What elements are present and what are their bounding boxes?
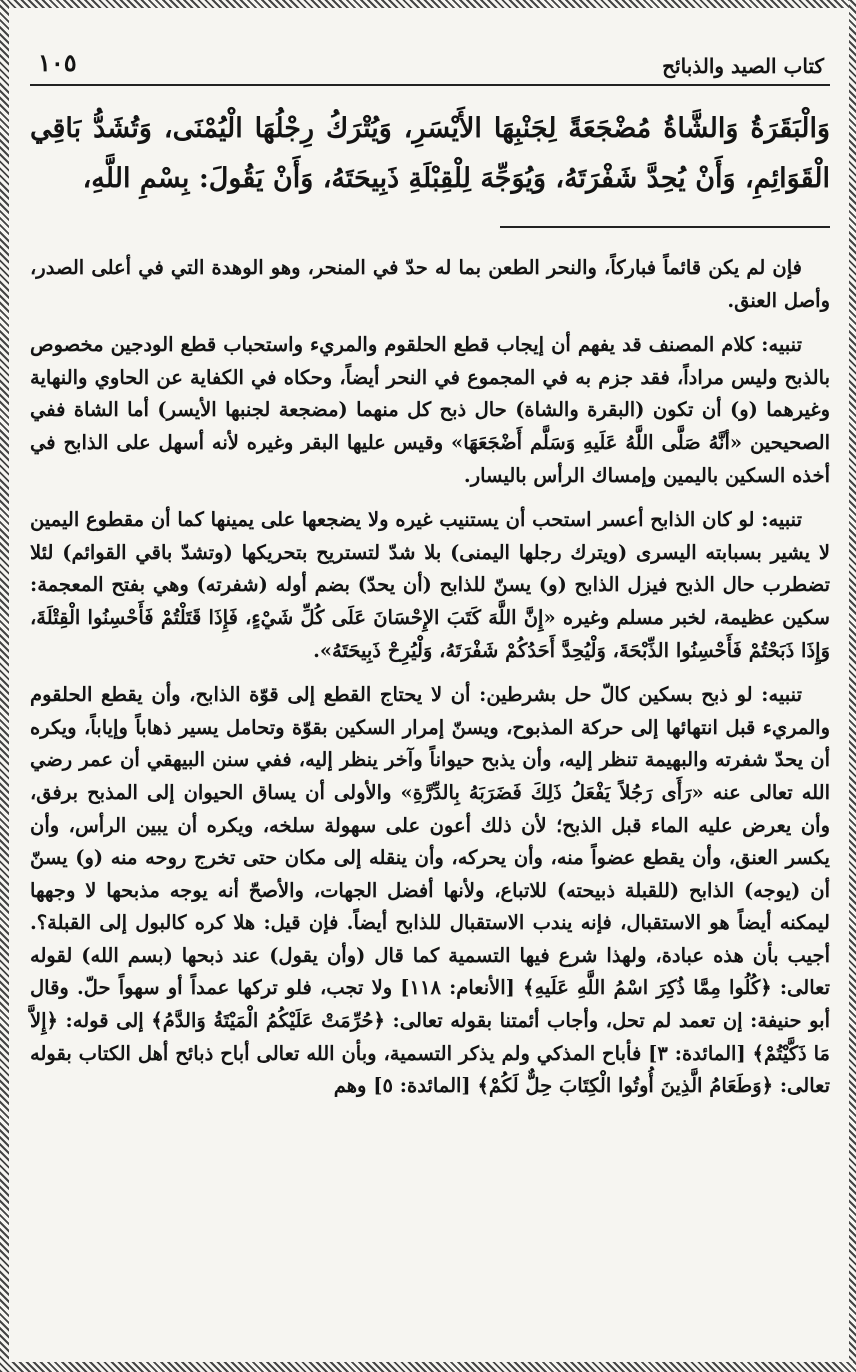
main-text: وَالْبَقَرَةُ وَالشَّاةُ مُضْجَعَةً لِجَنْبِهَا الأَيْسَرِ، وَيُتْرَكُ رِجْلُهَا الْيُمْنَى، وَتُشَدُّ بَاقِي الْقَوَائِمِ، وَأَنْ يُحِدَّ شَفْرَتَهُ، وَيُوَجِّهَ لِلْقِبْلَةِ ذَبِيحَتَهُ، وَأَنْ يَقُولَ: بِسْمِ اللَّهِ،: [30, 113, 830, 194]
chapter-title: كتاب الصيد والذبائح: [662, 54, 824, 78]
commentary: [30, 252, 830, 1115]
page-border-left: [0, 0, 9, 1372]
page-number: ١٠٥: [38, 48, 77, 77]
commentary-paragraph-2: تنبيه: كلام المصنف قد يفهم أن إيجاب قطع الحلقوم والمريء واستحباب قطع الودجين مخصوص بالذبح وليس مراداً، فقد جزم به في المجموع في النحر أيضاً، وحكاه في الكفاية عن الحاوي والنهاية وغيرهما (و) أن تكون (البقرة والشاة) حال ذبح كل منهما (مضجعة لجنبها الأيسر) أما الشاة ففي الصحيحين «أنَّهُ صَلَّى اللَّهُ عَلَيهِ وَسَلَّم أَضْجَعَهَا» وقيس عليها البقر وغيره لأنه أسهل على الذابح في أخذه السكين باليمين وإمساك الرأس باليسار.: [30, 333, 830, 487]
commentary-paragraph-3: تنبيه: لو كان الذابح أعسر استحب أن يستنيب غيره ولا يضجعها على يمينها كما أن مقطوع اليمين لا يشير بسبابته اليسرى (ويترك رجلها اليمنى) بلا شدّ لتستريح بتحريكها (وتشدّ باقي القوائم) لئلا تضطرب حال الذبح فيزل الذابح (و) يسنّ للذابح (أن يحدّ) بضم أوله (شفرته) وهي بفتح المعجمة: سكين عظيمة، لخبر مسلم وغيره «إِنَّ اللَّهَ كَتَبَ الإِحْسَانَ عَلَى كُلِّ شَيْءٍ، فَإِذَا قَتَلْتُمْ فَأَحْسِنُوا الْقِتْلَةَ، وَإِذَا ذَبَحْتُمْ فَأَحْسِنُوا الذِّبْحَةَ، وَلْيُحِدَّ أَحَدُكُمْ شَفْرَتَهُ، وَلْيُرِحْ ذَبِيحَتَهُ».: [30, 508, 830, 662]
page-border-right: [849, 0, 856, 1372]
commentary-paragraph-4: تنبيه: لو ذبح بسكين كالّ حل بشرطين: أن لا يحتاج القطع إلى قوّة الذابح، وأن يقطع الحلقوم والمريء قبل انتهائها إلى حركة المذبوح، ويسنّ إمرار السكين بقوّة وتحامل يسير ذهاباً وإياباً، ويكره أن يحدّ شفرته والبهيمة تنظر إليه، وأن يذبح حيواناً وآخر ينظر إليه، ففي سنن البيهقي أن عمر رضي الله تعالى عنه «رَأَى رَجُلاً يَفْعَلُ ذَلِكَ فَضَرَبَهُ بِالدِّرَّةِ» والأولى أن يساق الحيوان إلى المذبح برفق، وأن يعرض عليه الماء قبل الذبح؛ لأن ذلك أعون على سهولة سلخه، ويكره أن يبين الرأس، وأن يكسر العنق، وأن يقطع عضواً منه، وأن يحركه، وأن ينقله إلى مكان حتى تخرج روحه منه (و) يسنّ أن (يوجه) الذابح (للقبلة ذبيحته) للاتباع، ولأنها أفضل الجهات، والأصحّ أنه يوجه مذبحها لا وجهها ليمكنه أيضاً هو الاستقبال، فإنه يندب الاستقبال للذابح أيضاً. فإن قيل: هلا كره كالبول إلى القبلة؟. أجيب بأن هذه عبادة، ولهذا شرع فيها التسمية كما قال (وأن يقول) عند ذبحها (بسم الله) لقوله تعالى: ﴿كُلُوا مِمَّا ذُكِرَ اسْمُ اللَّهِ عَلَيهِ﴾ [الأنعام: ١١٨] ولا تجب، فلو تركها عمداً أو سهواً حلّ. وقال أبو حنيفة: إن تعمد لم تحل، وأجاب أئمتنا بقوله تعالى: ﴿حُرِّمَتْ عَلَيْكُمُ الْمَيْتَةُ وَالدَّمُ﴾ إلى قوله: ﴿إِلاَّ مَا ذَكَّيْتُمْ﴾ [المائدة: ٣] فأباح المذكي ولم يذكر التسمية، وبأن الله تعالى أباح ذبائح أهل الكتاب بقوله تعالى: ﴿وَطَعَامُ الَّذِينَ أُوتُوا الْكِتَابَ حِلٌّ لَكُمْ﴾ [المائدة: ٥] وهم: [30, 683, 830, 1098]
page: [30, 30, 830, 1350]
running-header: [30, 40, 830, 86]
page-border-bottom: [0, 1362, 856, 1372]
page-border-top: [0, 0, 856, 8]
commentary-paragraph-1: فإن لم يكن قائماً فباركاً، والنحر الطعن بما له حدّ في المنحر، وهو الوهدة التي في أعلى الصدر، وأصل العنق.: [30, 256, 830, 312]
separator-rule: [500, 226, 830, 228]
